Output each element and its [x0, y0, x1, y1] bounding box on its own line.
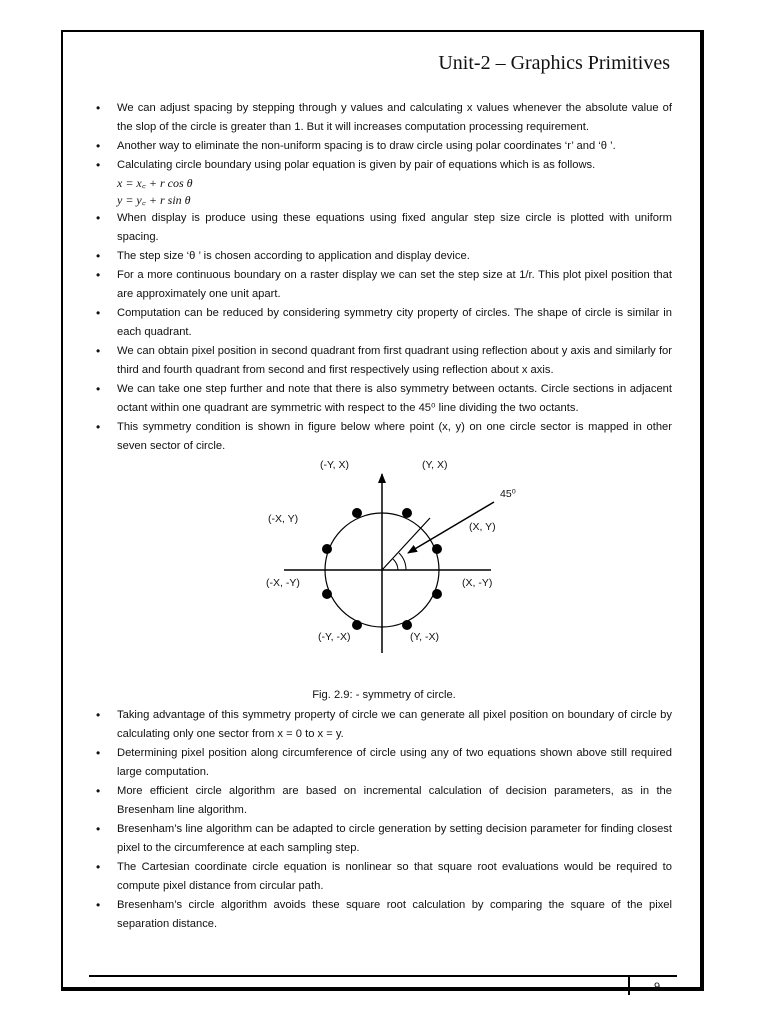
point-x-y [432, 544, 442, 554]
label-y-x: (Y, X) [422, 460, 448, 471]
label-y-nx: (Y, -X) [410, 631, 439, 643]
label-ny-x: (-Y, X) [320, 460, 349, 471]
list-item: • When display is produce using these equations using fixed angular step size circle is plotted with uniform spacing. [96, 209, 672, 247]
label-nx-ny: (-X, -Y) [266, 577, 300, 589]
label-ny-nx: (-Y, -X) [318, 631, 351, 643]
label-x-y: (X, Y) [469, 521, 496, 533]
point-nx-ny [322, 589, 332, 599]
label-nx-y: (-X, Y) [268, 513, 299, 525]
equation-x: x = x꜀ + r cos θ [117, 176, 193, 190]
figure-caption: Fig. 2.9: - symmetry of circle. [312, 689, 456, 701]
list-item: • Bresenham’s circle algorithm avoids these square root calculation by comparing the square of the pixel separation distance. [96, 896, 672, 934]
list-item: • Another way to eliminate the non-uniform spacing is to draw circle using polar coordinates ‘r’ and ‘θ ’. [96, 137, 672, 156]
list-item: • This symmetry condition is shown in figure below where point (x, y) on one circle sector is mapped in other seven sector of circle. [96, 418, 672, 456]
list-item: • Calculating circle boundary using polar equation is given by pair of equations which is as follows. [96, 156, 672, 175]
list-item: • For a more continuous boundary on a raster display we can set the step size at 1/r. This plot pixel position that are approximately one unit apart. [96, 266, 672, 304]
list-item: • The Cartesian coordinate circle equation is nonlinear so that square root evaluations would be required to compute pixel distance from circular path. [96, 858, 672, 896]
bullet-list-top [96, 99, 672, 175]
page-content [96, 99, 672, 934]
label-angle: 45⁰ [500, 488, 516, 500]
list-item: • Taking advantage of this symmetry property of circle we can generate all pixel position on boundary of circle by calculating only one sector from x = 0 to x = y. [96, 706, 672, 744]
point-nx-y [322, 544, 332, 554]
angle-arc [399, 553, 406, 570]
symmetry-diagram [96, 460, 672, 688]
list-item: • The step size ‘θ ’ is chosen according to application and display device. [96, 247, 672, 266]
list-item: • Determining pixel position along circumference of circle using any of two equations shown above still required large computation. [96, 744, 672, 782]
list-item: • We can take one step further and note that there is also symmetry between octants. Circle sections in adjacent octant within one quadrant are symmetric with respect to the 45⁰ line dividing the two octants. [96, 380, 672, 418]
label-x-ny: (X, -Y) [462, 577, 493, 589]
list-item: • More efficient circle algorithm are based on incremental calculation of decision parameters, as in the Bresenham line algorithm. [96, 782, 672, 820]
footer-rule [89, 975, 677, 977]
bullet-list-bottom [96, 706, 672, 934]
point-ny-x [352, 508, 362, 518]
angle-arc-small [393, 559, 398, 570]
bullet-list-mid [96, 209, 672, 456]
page-number: 9 [654, 981, 661, 993]
point-y-nx [402, 620, 412, 630]
list-item: • Computation can be reduced by considering symmetry city property of circles. The shape of circle is similar in each quadrant. [96, 304, 672, 342]
footer-divider [628, 976, 630, 995]
list-item: • We can obtain pixel position in second quadrant from first quadrant using reflection about y axis and similarly for third and fourth quadrant from second and first respectively using reflection about x axis. [96, 342, 672, 380]
point-y-x [402, 508, 412, 518]
point-x-ny [432, 589, 442, 599]
point-ny-nx [352, 620, 362, 630]
page-header-title: Unit-2 – Graphics Primitives [438, 52, 670, 74]
equation-y: y = y꜀ + r sin θ [117, 193, 191, 207]
symmetry-figure [96, 460, 672, 688]
list-item: • Bresenham’s line algorithm can be adapted to circle generation by setting decision parameter for finding closest pixel to the circumference at each sampling step. [96, 820, 672, 858]
list-item: • We can adjust spacing by stepping through y values and calculating x values whenever the absolute value of the slop of the circle is greater than 1. But it will increases computation processing requirement. [96, 99, 672, 137]
